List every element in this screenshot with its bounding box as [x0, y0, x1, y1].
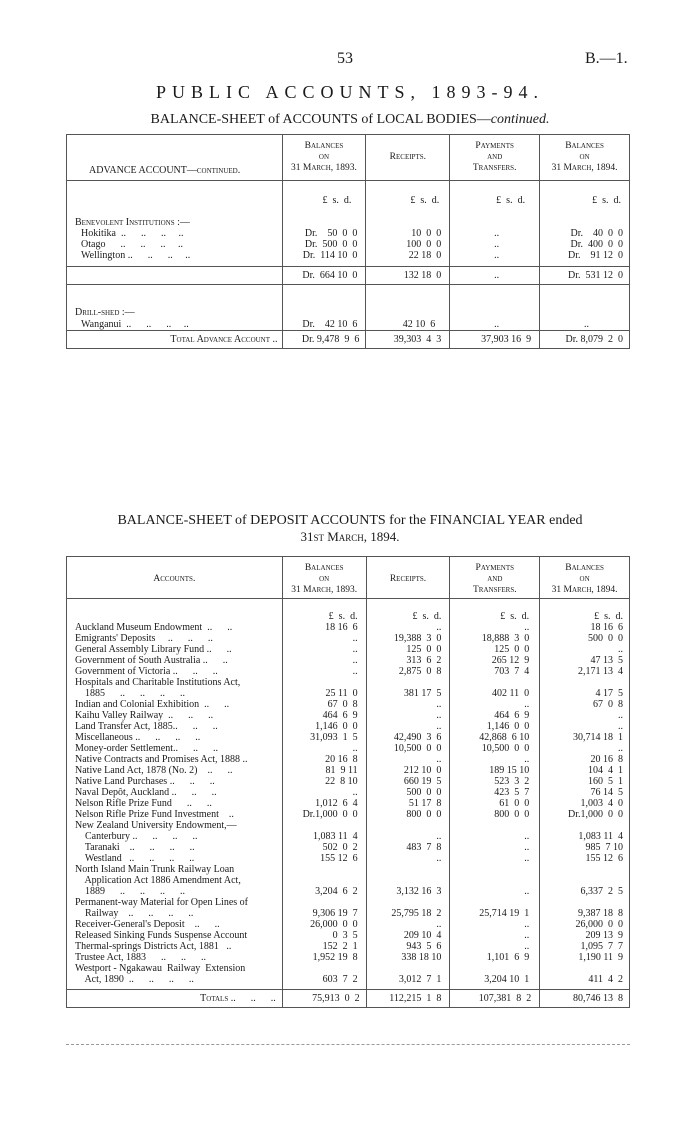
benevolent-row [67, 239, 630, 250]
balance-1893-cell: 1,952 19 8 [282, 952, 366, 963]
group-heading-row [67, 307, 630, 319]
payments-cell: .. [450, 853, 540, 864]
balance-1893-cell: 3,204 6 2 [282, 886, 366, 897]
total-cell: 112,215 1 8 [366, 989, 450, 1007]
balance-1894-cell: .. [540, 319, 630, 331]
account-name: Westport - Ngakawau Railway Extension [75, 963, 246, 974]
account-name: Native Land Act, 1878 (No. 2) .. .. [75, 765, 233, 776]
col-head-payments: Payments and Transfers. [450, 557, 540, 599]
balance-1893-cell: .. [282, 787, 366, 798]
balance-1893-cell: 67 0 8 [282, 699, 366, 710]
deposit-account-row [67, 666, 630, 677]
payments-cell [450, 820, 540, 831]
payments-cell: 42,868 6 10 [450, 732, 540, 743]
account-name: Native Land Purchases .. .. .. [75, 776, 215, 787]
total-cell: 39,303 4 3 [366, 330, 450, 348]
receipts-cell: 100 0 0 [366, 239, 450, 250]
payments-cell: 125 0 0 [450, 644, 540, 655]
benevolent-row [67, 250, 630, 261]
drill-shed-group-heading: Drill-shed :— [75, 306, 135, 318]
table2-lsd-row [67, 599, 630, 623]
balance-1893-cell: .. [282, 666, 366, 677]
deposit-title-line2: 31st March, 1894. [300, 529, 400, 544]
account-name: Act, 1890 .. .. .. .. [75, 974, 194, 985]
balance-1893-cell: Dr. 42 10 6 [282, 319, 366, 331]
balance-1894-cell: 1,083 11 4 [540, 831, 630, 842]
balance-1894-cell: 1,095 7 7 [540, 941, 630, 952]
account-name: Nelson Rifle Prize Fund .. .. [75, 798, 212, 809]
receipts-cell: .. [366, 622, 450, 633]
payments-cell: .. [450, 622, 540, 633]
balance-1894-cell: 985 7 10 [540, 842, 630, 853]
balance-1894-cell: 1,003 4 0 [540, 798, 630, 809]
balance-1894-cell: .. [540, 721, 630, 732]
balance-1894-cell: 209 13 9 [540, 930, 630, 941]
balance-1893-cell: 22 8 10 [282, 776, 366, 787]
col-head-balances-1894: Balances on 31 March, 1894. [540, 557, 630, 599]
receipts-cell: 10,500 0 0 [366, 743, 450, 754]
footer-rule [66, 1044, 630, 1045]
balance-1894-cell: 9,387 18 8 [540, 908, 630, 919]
deposit-account-row [67, 919, 630, 930]
col-head-balances-1893: Balances on 31 March, 1893. [282, 135, 366, 181]
balance-1893-cell: .. [282, 644, 366, 655]
payments-cell: 402 11 0 [450, 688, 540, 699]
subtotal-cell: .. [450, 267, 540, 285]
deposit-account-row [67, 644, 630, 655]
balance-1894-cell: 500 0 0 [540, 633, 630, 644]
col-head-accounts: Accounts. [153, 574, 196, 584]
table2-header-row [67, 557, 630, 599]
balance-1894-cell [540, 677, 630, 688]
payments-cell: .. [450, 930, 540, 941]
receipts-cell: 500 0 0 [366, 787, 450, 798]
balance-1893-cell: 1,146 0 0 [282, 721, 366, 732]
receipts-cell: .. [366, 754, 450, 765]
lsd-label: £ s. d. [366, 599, 450, 623]
account-name: Auckland Museum Endowment .. .. [75, 622, 233, 633]
account-name: Naval Depôt, Auckland .. .. .. [75, 787, 217, 798]
deposit-account-row [67, 897, 630, 908]
balance-1893-cell: 26,000 0 0 [282, 919, 366, 930]
balance-1894-cell: Dr. 400 0 0 [540, 239, 630, 250]
deposit-account-row [67, 842, 630, 853]
balance-1894-cell: 26,000 0 0 [540, 919, 630, 930]
lsd-label: £ s. d. [366, 181, 450, 213]
balance-1894-cell [540, 875, 630, 886]
receipts-cell: 25,795 18 2 [366, 908, 450, 919]
total-cell: 107,381 8 2 [450, 989, 540, 1007]
balance-1894-cell: 67 0 8 [540, 699, 630, 710]
advance-account-table [66, 134, 630, 349]
benevolent-row [67, 228, 630, 239]
total-cell: 75,913 0 2 [282, 989, 366, 1007]
receipts-cell: 212 10 0 [366, 765, 450, 776]
deposit-account-row [67, 622, 630, 633]
balance-1893-cell: 152 2 1 [282, 941, 366, 952]
balance-1894-cell: .. [540, 710, 630, 721]
receipts-cell: .. [366, 699, 450, 710]
deposit-account-row [67, 831, 630, 842]
balance-1894-cell: .. [540, 644, 630, 655]
deposit-account-row [67, 633, 630, 644]
receipts-cell: 381 17 5 [366, 688, 450, 699]
payments-cell [450, 963, 540, 974]
balance-1893-cell: 31,093 1 5 [282, 732, 366, 743]
payments-cell [450, 864, 540, 875]
balance-1893-cell: 20 16 8 [282, 754, 366, 765]
balance-1893-cell: 603 7 2 [282, 974, 366, 985]
balance-1893-cell: 9,306 19 7 [282, 908, 366, 919]
account-name: Hospitals and Charitable Institutions Act, [75, 677, 241, 688]
account-name: Hokitika .. .. .. .. [81, 227, 184, 239]
receipts-cell: 10 0 0 [366, 228, 450, 239]
total-cell: Dr. 8,079 2 0 [540, 330, 630, 348]
benevolent-group-heading: Benevolent Institutions :— [75, 216, 190, 228]
payments-cell: .. [450, 699, 540, 710]
payments-cell: .. [450, 250, 540, 261]
subtotal-cell: 132 18 0 [366, 267, 450, 285]
balance-1893-cell [282, 875, 366, 886]
balance-1893-cell: Dr. 500 0 0 [282, 239, 366, 250]
balance-1894-cell: 4 17 5 [540, 688, 630, 699]
payments-cell: .. [450, 919, 540, 930]
receipts-cell: 338 18 10 [366, 952, 450, 963]
balance-1894-cell: 411 4 2 [540, 974, 630, 985]
account-name: Money-order Settlement.. .. .. [75, 743, 219, 754]
deposit-account-row [67, 875, 630, 886]
receipts-cell: 660 19 5 [366, 776, 450, 787]
receipts-cell: 3,132 16 3 [366, 886, 450, 897]
balance-1893-cell: 25 11 0 [282, 688, 366, 699]
balance-1894-cell: 155 12 6 [540, 853, 630, 864]
receipts-cell: .. [366, 919, 450, 930]
receipts-cell: 483 7 8 [366, 842, 450, 853]
subtotal-cell: Dr. 664 10 0 [282, 267, 366, 285]
receipts-cell [366, 820, 450, 831]
deposit-account-row [67, 886, 630, 897]
receipts-cell: 125 0 0 [366, 644, 450, 655]
deposit-accounts-title [0, 513, 700, 545]
payments-cell: 61 0 0 [450, 798, 540, 809]
balance-1893-cell: 0 3 5 [282, 930, 366, 941]
receipts-cell: .. [366, 853, 450, 864]
deposit-title-line1: BALANCE-SHEET of DEPOSIT ACCOUNTS for the FINANCIAL YEAR ended [117, 513, 583, 528]
receipts-cell [366, 897, 450, 908]
col-head-balances-1894: Balances on 31 March, 1894. [540, 135, 630, 181]
total-cell: 37,903 16 9 [450, 330, 540, 348]
account-name: Receiver-General's Deposit .. .. [75, 919, 220, 930]
local-bodies-title-main: BALANCE-SHEET of ACCOUNTS of LOCAL BODIES— [150, 112, 491, 127]
balance-1893-cell: 81 9 11 [282, 765, 366, 776]
account-name: Emigrants' Deposits .. .. .. [75, 633, 213, 644]
receipts-cell [366, 963, 450, 974]
payments-cell: .. [450, 239, 540, 250]
payments-cell: 25,714 19 1 [450, 908, 540, 919]
account-name: Native Contracts and Promises Act, 1888 .. [75, 754, 248, 765]
account-name: North Island Main Trunk Railway Loan [75, 864, 235, 875]
balance-1894-cell: 20 16 8 [540, 754, 630, 765]
document-code: B.—1. [585, 50, 628, 67]
table1-header-row [67, 135, 630, 181]
account-name: Government of Victoria .. .. .. [75, 666, 218, 677]
payments-cell: 423 5 7 [450, 787, 540, 798]
deposit-account-row [67, 820, 630, 831]
payments-cell: 464 6 9 [450, 710, 540, 721]
receipts-cell: 2,875 0 8 [366, 666, 450, 677]
account-name: Government of South Australia .. .. [75, 655, 228, 666]
payments-cell: .. [450, 319, 540, 331]
account-name: Miscellaneous .. .. .. .. [75, 732, 201, 743]
balance-1893-cell: .. [282, 743, 366, 754]
receipts-cell: 3,012 7 1 [366, 974, 450, 985]
account-name: Railway .. .. .. .. [75, 908, 194, 919]
balance-1893-cell: 502 0 2 [282, 842, 366, 853]
deposit-account-row [67, 853, 630, 864]
account-name: Trustee Act, 1883 .. .. .. [75, 952, 207, 963]
receipts-cell: 943 5 6 [366, 941, 450, 952]
balance-1894-cell: 76 14 5 [540, 787, 630, 798]
balance-1893-cell [282, 820, 366, 831]
payments-cell: 1,146 0 0 [450, 721, 540, 732]
deposit-account-row [67, 952, 630, 963]
balance-1893-cell: .. [282, 655, 366, 666]
payments-cell: 10,500 0 0 [450, 743, 540, 754]
page-title: PUBLIC ACCOUNTS, 1893-94. [155, 82, 545, 102]
total-cell: 80,746 13 8 [540, 989, 630, 1007]
receipts-cell: 42 10 6 [366, 319, 450, 331]
balance-1893-cell: .. [282, 633, 366, 644]
deposit-totals-row [67, 989, 630, 1007]
balance-1894-cell: 160 5 1 [540, 776, 630, 787]
payments-cell: 3,204 10 1 [450, 974, 540, 985]
deposit-account-row [67, 732, 630, 743]
account-name: Application Act 1886 Amendment Act, [75, 875, 241, 886]
balance-1893-cell [282, 897, 366, 908]
balance-1894-cell [540, 897, 630, 908]
balance-1894-cell: 47 13 5 [540, 655, 630, 666]
account-name: Kaihu Valley Railway .. .. .. [75, 710, 214, 721]
receipts-cell: 313 6 2 [366, 655, 450, 666]
payments-cell: 523 3 2 [450, 776, 540, 787]
receipts-cell: .. [366, 721, 450, 732]
col-head-balances-1893: Balances on 31 March, 1893. [282, 557, 366, 599]
deposit-totals-label: Totals .. .. .. [67, 989, 283, 1007]
account-name: Westland .. .. .. .. [75, 853, 195, 864]
receipts-cell: 800 0 0 [366, 809, 450, 820]
deposit-account-row [67, 754, 630, 765]
deposit-account-row [67, 864, 630, 875]
receipts-cell: .. [366, 831, 450, 842]
payments-cell: 800 0 0 [450, 809, 540, 820]
payments-cell: .. [450, 754, 540, 765]
account-name: Wanganui .. .. .. .. [81, 318, 189, 330]
receipts-cell: 22 18 0 [366, 250, 450, 261]
balance-1894-cell [540, 820, 630, 831]
balance-1893-cell: 155 12 6 [282, 853, 366, 864]
account-name: Permanent-way Material for Open Lines of [75, 897, 248, 908]
balance-1894-cell: .. [540, 743, 630, 754]
advance-total-label: Total Advance Account .. [67, 330, 283, 348]
balance-1894-cell: Dr.1,000 0 0 [540, 809, 630, 820]
balance-1894-cell [540, 864, 630, 875]
account-name: Thermal-springs Districts Act, 1881 .. [75, 941, 232, 952]
payments-cell [450, 897, 540, 908]
account-name: Wellington .. .. .. .. [81, 249, 191, 261]
table1-lsd-row [67, 181, 630, 213]
receipts-cell: 19,388 3 0 [366, 633, 450, 644]
col-head-payments: Payments and Transfers. [450, 135, 540, 181]
balance-1894-cell: 104 4 1 [540, 765, 630, 776]
group-heading-row [67, 213, 630, 228]
balance-1893-cell: Dr. 114 10 0 [282, 250, 366, 261]
deposit-account-row [67, 787, 630, 798]
payments-cell: .. [450, 842, 540, 853]
deposit-account-row [67, 908, 630, 919]
balance-1893-cell [282, 963, 366, 974]
local-bodies-title-cont: continued. [490, 112, 550, 127]
account-name: Land Transfer Act, 1885.. .. .. [75, 721, 218, 732]
account-name: 1885 .. .. .. .. [75, 688, 185, 699]
deposit-account-row [67, 941, 630, 952]
deposit-account-row [67, 798, 630, 809]
balance-1894-cell: Dr. 40 0 0 [540, 228, 630, 239]
advance-total-row [67, 330, 630, 348]
payments-cell: .. [450, 886, 540, 897]
balance-1894-cell: 2,171 13 4 [540, 666, 630, 677]
receipts-cell: 209 10 4 [366, 930, 450, 941]
deposit-account-row [67, 765, 630, 776]
account-name: New Zealand University Endowment,— [75, 820, 237, 831]
receipts-cell: 42,490 3 6 [366, 732, 450, 743]
receipts-cell: .. [366, 710, 450, 721]
deposit-account-row [67, 688, 630, 699]
subtotal-cell: Dr. 531 12 0 [540, 267, 630, 285]
deposit-account-row [67, 776, 630, 787]
advance-section-heading: ADVANCE ACCOUNT—continued. [89, 165, 241, 176]
payments-cell: 703 7 4 [450, 666, 540, 677]
account-name: General Assembly Library Fund .. .. [75, 644, 232, 655]
page-number: 53 [337, 50, 353, 67]
payments-cell [450, 875, 540, 886]
deposit-account-row [67, 809, 630, 820]
balance-1894-cell: 6,337 2 5 [540, 886, 630, 897]
account-name: Canterbury .. .. .. .. [75, 831, 198, 842]
payments-cell [450, 677, 540, 688]
deposit-account-row [67, 721, 630, 732]
payments-cell: .. [450, 941, 540, 952]
balance-1893-cell: Dr.1,000 0 0 [282, 809, 366, 820]
lsd-label: £ s. d. [450, 181, 540, 213]
payments-cell: 18,888 3 0 [450, 633, 540, 644]
deposit-account-row [67, 930, 630, 941]
deposit-account-row [67, 710, 630, 721]
payments-cell: .. [450, 228, 540, 239]
balance-1893-cell: Dr. 50 0 0 [282, 228, 366, 239]
balance-1893-cell [282, 864, 366, 875]
account-name: Nelson Rifle Prize Fund Investment .. [75, 809, 234, 820]
account-name: Otago .. .. .. .. [81, 238, 183, 250]
balance-1894-cell: 1,190 11 9 [540, 952, 630, 963]
col-head-receipts: Receipts. [366, 557, 450, 599]
local-bodies-title [0, 112, 700, 128]
account-name: Released Sinking Funds Suspense Account [75, 930, 248, 941]
lsd-label: £ s. d. [540, 599, 630, 623]
balance-1893-cell: 1,012 6 4 [282, 798, 366, 809]
balance-1893-cell: 18 16 6 [282, 622, 366, 633]
lsd-label: £ s. d. [282, 599, 366, 623]
balance-1893-cell [282, 677, 366, 688]
receipts-cell [366, 875, 450, 886]
col-head-receipts: Receipts. [366, 135, 450, 181]
balance-1894-cell: 18 16 6 [540, 622, 630, 633]
deposit-accounts-table [66, 556, 630, 1008]
lsd-label: £ s. d. [450, 599, 540, 623]
lsd-label: £ s. d. [282, 181, 366, 213]
balance-1893-cell: 464 6 9 [282, 710, 366, 721]
payments-cell: .. [450, 831, 540, 842]
receipts-cell [366, 864, 450, 875]
deposit-account-row [67, 677, 630, 688]
receipts-cell: 51 17 8 [366, 798, 450, 809]
deposit-account-row [67, 699, 630, 710]
deposit-account-row [67, 974, 630, 985]
receipts-cell [366, 677, 450, 688]
lsd-label: £ s. d. [540, 181, 630, 213]
payments-cell: 265 12 9 [450, 655, 540, 666]
balance-1894-cell: Dr. 91 12 0 [540, 250, 630, 261]
balance-1894-cell [540, 963, 630, 974]
payments-cell: 189 15 10 [450, 765, 540, 776]
drill-shed-row [67, 319, 630, 331]
payments-cell: 1,101 6 9 [450, 952, 540, 963]
account-name: Taranaki .. .. .. .. [75, 842, 195, 853]
deposit-account-row [67, 963, 630, 974]
total-cell: Dr. 9,478 9 6 [282, 330, 366, 348]
account-name: Indian and Colonial Exhibition .. .. [75, 699, 230, 710]
balance-1893-cell: 1,083 11 4 [282, 831, 366, 842]
deposit-account-row [67, 743, 630, 754]
benevolent-subtotal-row [67, 267, 630, 285]
account-name: 1889 .. .. .. .. [75, 886, 185, 897]
deposit-account-row [67, 655, 630, 666]
balance-1894-cell: 30,714 18 1 [540, 732, 630, 743]
